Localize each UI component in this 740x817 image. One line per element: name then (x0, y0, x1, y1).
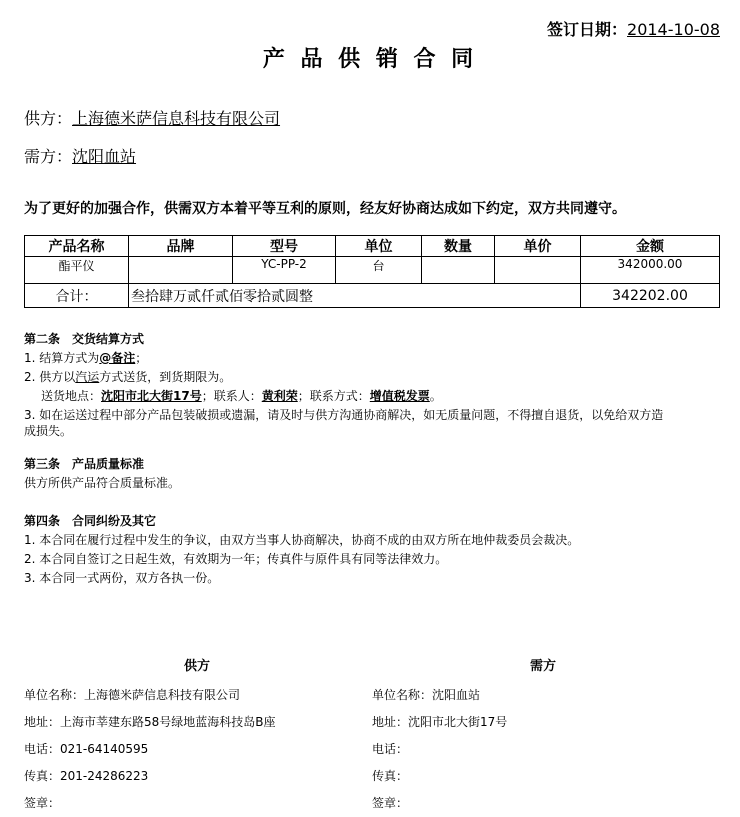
total-label: 合计： (25, 284, 129, 308)
sign-date (547, 17, 720, 40)
buyer-name: 沈阳血站 (72, 147, 137, 166)
col-header: 产品名称 (25, 236, 129, 257)
item-cont: 成损失。 (24, 424, 73, 438)
cell: 342000.00 (581, 257, 720, 284)
item: 3. 如在运送过程中部分产品包装破损或遗漏，请及时与供方沟通协商解决，如无质量问题，不得擅自退货，以免给双方造 (24, 408, 664, 422)
item: 1. 结算方式为@备注； (24, 351, 148, 365)
sign-line: 地址：上海市莘建东路58号绿地蓝海科技岛B座 (24, 715, 276, 729)
col-header: 数量 (422, 236, 495, 257)
col-header: 型号 (233, 236, 336, 257)
buyer-label: 需方： (24, 147, 73, 166)
total-words: 叁拾肆万贰仟贰佰零拾贰圆整 (129, 284, 581, 308)
supplier-name: 上海德米萨信息科技有限公司 (72, 109, 281, 128)
item: 2. 本合同自签订之日起生效，有效期为一年；传真件与原件具有同等法律效力。 (24, 552, 448, 566)
item: 1. 本合同在履行过程中发生的争议，由双方当事人协商解决，协商不成的由双方所在地仲裁委员会裁决。 (24, 533, 580, 547)
item: 3. 本合同一式两份，双方各执一份。 (24, 571, 220, 585)
total-value: 342202.00 (581, 284, 720, 308)
item: 2. 供方以汽运方式送货，到货期限为。 (24, 370, 232, 384)
page-title: 产 品 供 销 合 同 (262, 47, 478, 72)
cell: YC-PP-2 (233, 257, 336, 284)
col-header: 单价 (495, 236, 581, 257)
buyer-sign-title: 需方 (530, 659, 557, 674)
sign-line: 电话： (372, 742, 409, 756)
buyer-sign-block (372, 682, 507, 817)
supplier-label: 供方： (24, 109, 73, 128)
article-title: 第三条 产品质量标准 (24, 457, 145, 471)
article-title: 第二条 交货结算方式 (24, 332, 145, 346)
cell (422, 257, 495, 284)
article-4 (24, 512, 579, 588)
cell: 台 (336, 257, 422, 284)
supplier-line (24, 106, 280, 129)
supplier-sign-title: 供方 (184, 659, 211, 674)
sign-line: 传真： (372, 769, 409, 783)
article-2 (24, 330, 663, 441)
product-table (24, 235, 720, 308)
sign-line: 单位名称：沈阳血站 (372, 688, 481, 702)
sign-line: 地址：沈阳市北大街17号 (372, 715, 508, 729)
sign-line: 签章： (372, 796, 409, 810)
cell (129, 257, 233, 284)
cell (495, 257, 581, 284)
date-label: 签订日期： (547, 20, 628, 39)
article-title: 第四条 合同纠纷及其它 (24, 514, 157, 528)
delivery-line: 送货地点：沈阳市北大街17号；联系人：黄利荣；联系方式：增值税发票。 (41, 389, 442, 403)
col-header: 单位 (336, 236, 422, 257)
buyer-line (24, 144, 136, 167)
intro-text: 为了更好的加强合作，供需双方本着平等互利的原则，经友好协商达成如下约定，双方共同遵守。 (24, 201, 626, 217)
date-value: 2014-10-08 (627, 20, 720, 39)
article-text: 供方所供产品符合质量标准。 (24, 476, 181, 490)
article-3 (24, 455, 180, 493)
sign-line: 传真：201-24286223 (24, 769, 149, 783)
col-header: 品牌 (129, 236, 233, 257)
supplier-sign-block (24, 682, 276, 817)
table-header (25, 236, 720, 257)
sign-line: 电话：021-64140595 (24, 742, 149, 756)
total-row (25, 284, 720, 308)
sign-line: 签章： (24, 796, 61, 810)
cell: 酯平仪 (25, 257, 129, 284)
table-row (25, 257, 720, 284)
sign-line: 单位名称：上海德米萨信息科技有限公司 (24, 688, 241, 702)
col-header: 金额 (581, 236, 720, 257)
